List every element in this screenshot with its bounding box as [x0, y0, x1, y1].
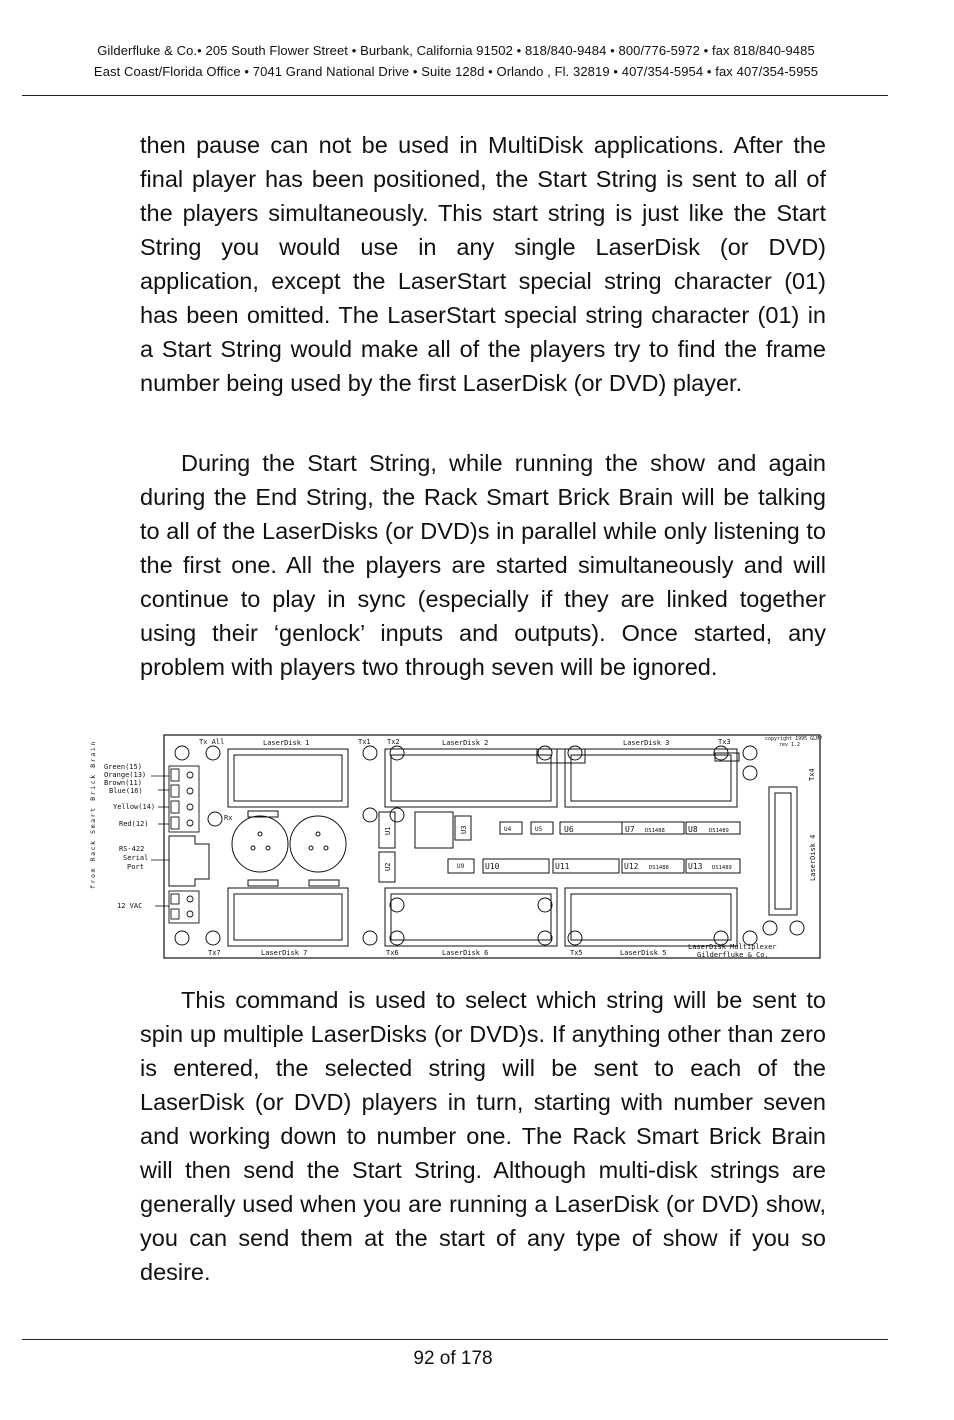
mounting-holes [175, 746, 804, 945]
chip-u5: U5 [535, 826, 543, 833]
tx4-label: Tx4 [808, 768, 816, 781]
chip-u8: U8 [688, 825, 698, 834]
tx5-label: Tx5 [570, 949, 583, 957]
chip-u6: U6 [564, 825, 574, 834]
page-number: 92 of 178 [413, 1348, 493, 1369]
wire-label-blue: Blue(16) [109, 787, 143, 795]
laserdisk-4-label: LaserDisk 4 [809, 834, 817, 881]
footer-divider [22, 1339, 888, 1340]
paragraph-text: This command is used to select which string will be sent to spin up multiple LaserDisks (or DVD)s. If anything other than zero is entered, the selected string will be sent to each of the LaserDisk (or DVD) players in turn, starting with number seven and working down to number one. The Rack Smart Brick Brain will then send the Start String. Although multi-disk strings are generally used when you are running a LaserDisk (or DVD) show, you can send them at the start of any type of show if you so desire. [140, 987, 826, 1285]
laserdisk-6-label: LaserDisk 6 [442, 949, 489, 957]
serial-port [169, 836, 209, 886]
laserdisk-multiplexer-diagram [85, 731, 825, 961]
bottom-connectors [228, 888, 737, 946]
rs422-label: RS-422 [119, 845, 145, 853]
board-title-line-2: Gilderfluke & Co. [697, 951, 769, 959]
page-header [22, 40, 890, 82]
rx-label: Rx [224, 814, 233, 822]
vac-label: 12 VAC [117, 902, 143, 910]
side-label: from Rack Smart Brick Brain [89, 740, 97, 889]
laserdisk-5-label: LaserDisk 5 [620, 949, 667, 957]
chip-u11: U11 [555, 862, 570, 871]
paragraph-text: During the Start String, while running the show and again during the End String, the Rack Smart Brick Brain will be talking to all of the LaserDisks (or DVD)s in parallel while only listening to the first one. All the players are started simultaneously and will continue to play in sync (especially if they are linked together using their ‘genlock’ inputs and outputs). Once started, any problem with players two through seven will be ignored. [140, 450, 826, 680]
body-paragraph-1 [140, 128, 826, 400]
tx6-label: Tx6 [386, 949, 399, 957]
laserdisk-1-label: LaserDisk 1 [263, 739, 310, 747]
wire-label-yellow: Yellow(14) [113, 803, 156, 811]
laserdisk-4-connector [769, 787, 797, 915]
wire-label-brown: Brown(11) [104, 779, 142, 787]
chip-u12-part: DS1488 [649, 865, 669, 871]
chip-u2: U2 [384, 862, 392, 871]
header-divider [22, 95, 888, 96]
chip-u13-part: DS1489 [712, 865, 732, 871]
laserdisk-7-label: LaserDisk 7 [261, 949, 308, 957]
header-address-line-2: East Coast/Florida Office • 7041 Grand National Drive • Suite 128d • Orlando , Fl. 32819 • 407/354-5954 • fax 407/354-5955 [93, 64, 819, 79]
chip-u9: U9 [457, 863, 465, 870]
capacitors [232, 811, 346, 886]
chip-u7: U7 [625, 825, 635, 834]
copyright-label: copyright 1995 GLMP [765, 736, 823, 742]
chip-outlines [379, 812, 740, 882]
laserdisk-3-label: LaserDisk 3 [623, 739, 670, 747]
chip-u1: U1 [384, 826, 392, 835]
tx7-label: Tx7 [208, 949, 221, 957]
chip-u3: U3 [460, 825, 468, 834]
laserdisk-2-label: LaserDisk 2 [442, 739, 489, 747]
top-connectors [228, 749, 739, 807]
paragraph-text: then pause can not be used in MultiDisk applications. After the final player has been positioned, the Start String is sent to all of the players simultaneously. This start string is just like the Start String you would use in any single LaserDisk (or DVD) application, except the LaserStart special string character (01) has been omitted. The LaserStart special string character (01) in a Start String would make all of the players try to find the frame number being used by the first LaserDisk (or DVD) player. [140, 132, 826, 396]
board-outline [164, 735, 823, 958]
serial-label: Serial [123, 854, 149, 862]
header-address-line-1: Gilderfluke & Co.• 205 South Flower Street • Burbank, California 91502 • 818/840-9484 • 800/776-5972 • fax 818/840-9485 [97, 43, 815, 58]
rev-label: rev 1.2 [779, 742, 801, 748]
chip-u7-part: DS1488 [645, 828, 665, 834]
chip-u13: U13 [688, 862, 703, 871]
wire-label-orange: Orange(13) [104, 771, 147, 779]
tx2-label: Tx2 [387, 738, 400, 746]
board-title-line-1: LaserDisk Multiplexer [688, 943, 777, 951]
body-paragraph-2 [140, 446, 826, 684]
chip-u10: U10 [485, 862, 500, 871]
port-label: Port [127, 863, 144, 871]
wire-label-red: Red(12) [119, 820, 149, 828]
tx1-label: Tx1 [358, 738, 371, 746]
tx3-label: Tx3 [718, 738, 731, 746]
chip-u4: U4 [504, 826, 512, 833]
tx-all-label: Tx All [199, 738, 225, 746]
body-paragraph-3 [140, 983, 826, 1289]
wire-label-green: Green(15) [104, 763, 142, 771]
chip-u8-part: DS1489 [709, 828, 729, 834]
chip-u12: U12 [624, 862, 639, 871]
